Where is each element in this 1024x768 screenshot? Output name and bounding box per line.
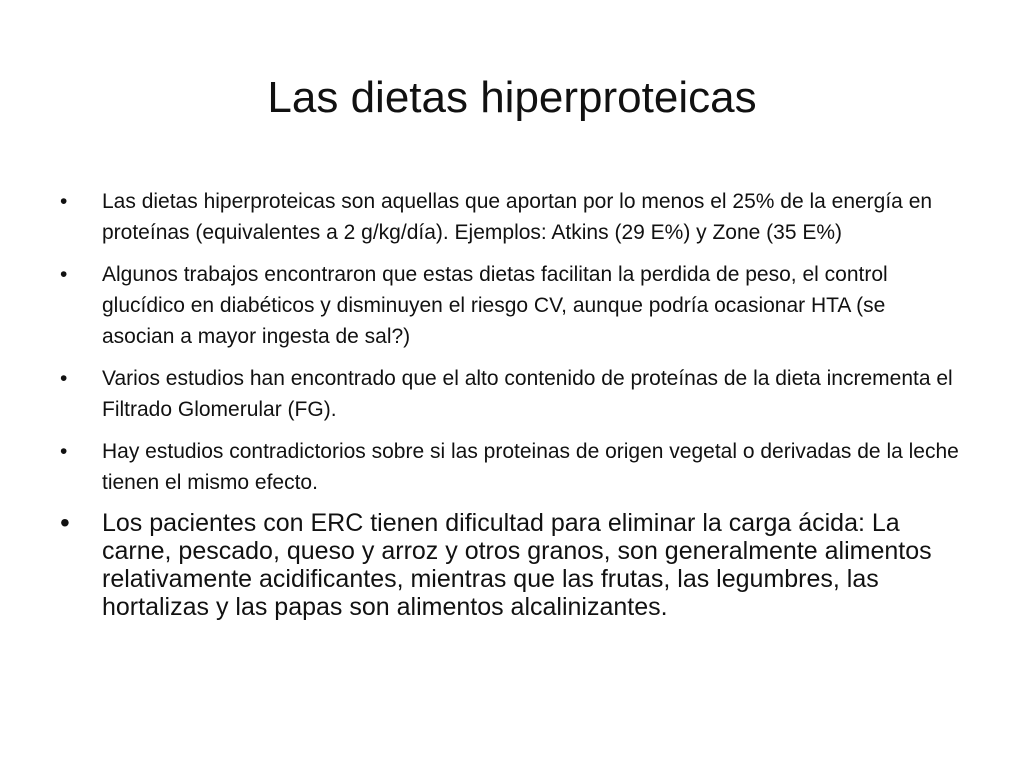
bullet-dot-icon: •: [60, 507, 70, 538]
bullet-text: Algunos trabajos encontraron que estas dietas facilitan la perdida de peso, el control glucídico en diabéticos y disminuyen el riesgo CV, aunque podría ocasionar HTA (se asocian a mayor ingesta de sal?): [102, 263, 888, 348]
bullet-item-5: [60, 509, 960, 621]
bullet-text: Los pacientes con ERC tienen dificultad para eliminar la carga ácida: La carne, pescado, queso y arroz y otros granos, son generalmente alimentos relativamente acidificantes, mientras que las frutas, las legumbres, las hortalizas y las papas son alimentos alcalinizantes.: [102, 509, 932, 621]
bullet-dot-icon: •: [60, 440, 68, 463]
bullet-item-4: [60, 436, 960, 498]
bullet-item-2: [60, 259, 960, 352]
bullet-text: Hay estudios contradictorios sobre si las proteinas de origen vegetal o derivadas de la leche tienen el mismo efecto.: [102, 440, 959, 494]
bullet-text: Las dietas hiperproteicas son aquellas que aportan por lo menos el 25% de la energía en proteínas (equivalentes a 2 g/kg/día). Ejemplos: Atkins (29 E%) y Zone (35 E%): [102, 190, 933, 244]
bullet-dot-icon: •: [60, 263, 68, 286]
bullet-list: [60, 186, 960, 632]
bullet-item-1: [60, 186, 960, 248]
bullet-text: Varios estudios han encontrado que el alto contenido de proteínas de la dieta incrementa el Filtrado Glomerular (FG).: [102, 367, 953, 421]
slide-title: Las dietas hiperproteicas: [267, 73, 757, 122]
bullet-dot-icon: •: [60, 367, 68, 390]
bullet-dot-icon: •: [60, 190, 68, 213]
bullet-item-3: [60, 363, 960, 425]
